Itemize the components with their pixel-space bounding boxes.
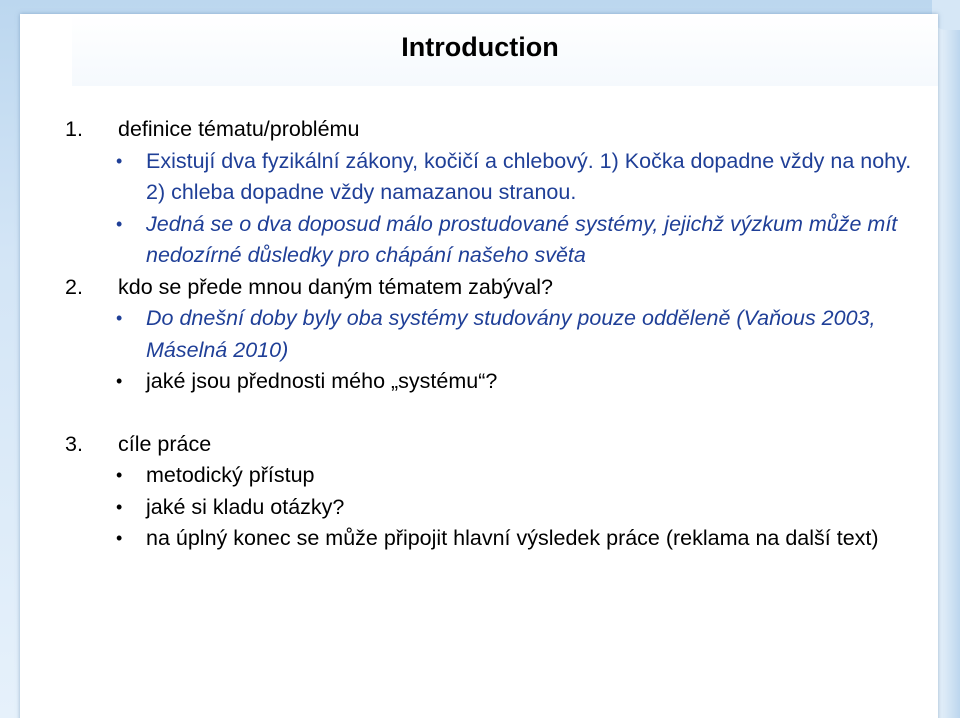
bullet-dot-icon: • [116,371,123,391]
bullet-dot-icon: • [116,465,123,485]
section-number: 3. [65,431,83,456]
section-heading-2 [56,272,936,304]
bullet-item [56,523,936,555]
section-number: 2. [65,274,83,299]
bullet-text: na úplný konec se může připojit hlavní výsledek práce (reklama na další text) [146,526,879,550]
slide-frame-right [938,0,960,718]
slide-title: Introduction [401,32,559,62]
bullet-text: metodický přístup [146,463,315,487]
section-number: 1. [65,117,83,141]
bullet-dot-icon: • [116,308,123,328]
bullet-text: jaké si kladu otázky? [146,494,345,519]
slide-content [56,114,936,555]
section-gap [56,398,936,429]
section-heading-text: cíle práce [118,431,212,456]
bullet-dot-icon: • [116,528,123,548]
section-heading-text: definice tématu/problému [118,117,360,141]
section-heading-3 [56,429,936,461]
bullet-item [56,303,936,366]
bullet-text: Existují dva fyzikální zákony, kočičí a chlebový. 1) Kočka dopadne vždy na nohy. 2) chleba dopadne vždy namazanou stranou. [146,148,912,204]
bullet-text: Jedná se o dva doposud málo prostudované systémy, jejichž výzkum může mít nedozírné důsledky pro chápání našeho světa [146,211,898,267]
section-heading-text: kdo se přede mnou daným tématem zabýval? [118,274,554,299]
bullet-text: jaké jsou přednosti mého „systému“? [146,369,498,393]
bullet-item [56,146,936,209]
bullet-item [56,492,936,524]
bullet-dot-icon: • [116,213,123,234]
bullet-item [56,209,936,272]
bullet-text: Do dnešní doby byly oba systémy studovány pouze odděleně (Vaňous 2003, Máselná 2010) [146,306,876,362]
bullet-item [56,460,936,492]
section-heading-1 [56,114,936,146]
bullet-item [56,366,936,398]
bullet-dot-icon: • [116,496,123,517]
bullet-dot-icon: • [116,150,123,171]
